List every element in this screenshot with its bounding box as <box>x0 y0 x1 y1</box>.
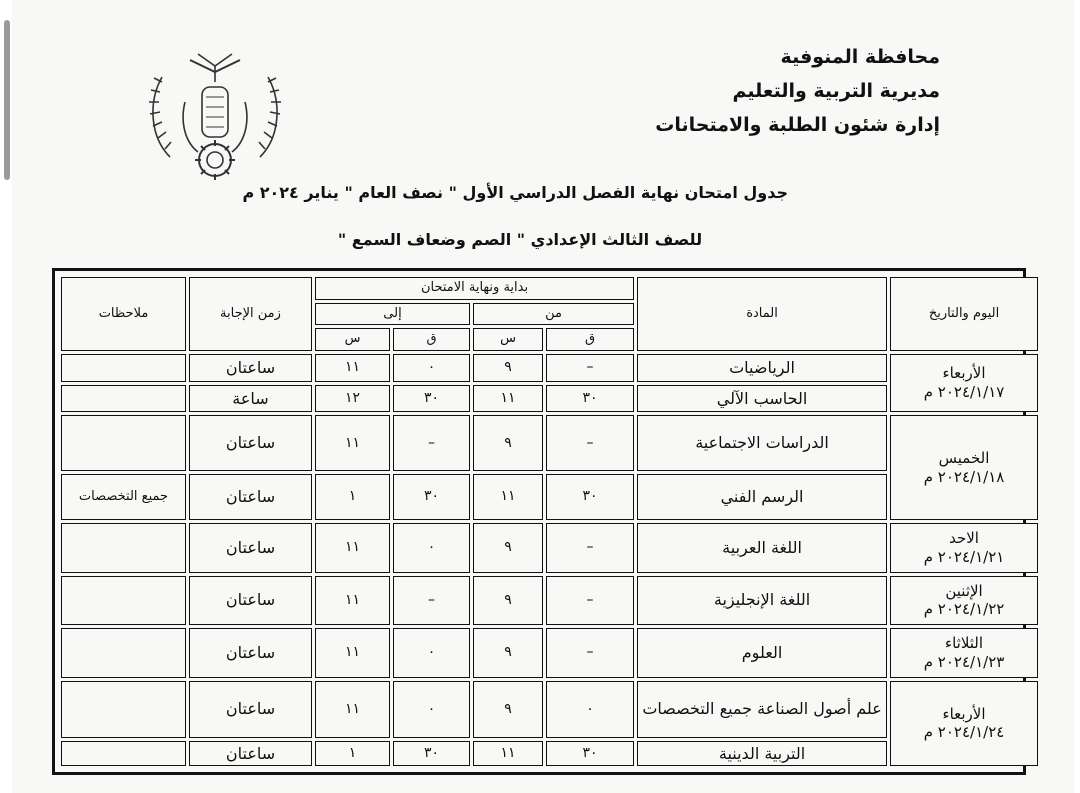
department-name: إدارة شئون الطلبة والامتحانات <box>655 114 940 136</box>
from-minute: – <box>546 415 634 471</box>
to-minute: ٠ <box>393 681 470 739</box>
exam-date: ٢٠٢٤/١/٢٢ م <box>923 600 1005 619</box>
header-to-minute: ق <box>393 328 470 351</box>
day-name: الأربعاء <box>942 364 986 383</box>
subject-cell: الرياضيات <box>637 354 887 382</box>
from-minute: – <box>546 354 634 382</box>
table-row <box>61 415 1038 471</box>
day-cell <box>890 576 1038 625</box>
day-name: الأربعاء <box>942 704 986 723</box>
from-hour: ٩ <box>473 354 543 382</box>
notes-cell: جميع التخصصات <box>61 474 186 520</box>
notes-cell <box>61 354 186 382</box>
to-hour: ١ <box>315 741 390 766</box>
header-from-minute: ق <box>546 328 634 351</box>
notes-cell <box>61 628 186 677</box>
notes-cell <box>61 576 186 625</box>
to-minute: ٠ <box>393 628 470 677</box>
exam-table-frame <box>52 268 1026 775</box>
to-hour: ١٢ <box>315 385 390 413</box>
to-hour: ١ <box>315 474 390 520</box>
from-hour: ١١ <box>473 385 543 413</box>
to-hour: ١١ <box>315 354 390 382</box>
from-minute: ٠ <box>546 681 634 739</box>
duration-cell: ساعتان <box>189 741 312 766</box>
day-name: الإثنين <box>945 581 983 600</box>
exam-date: ٢٠٢٤/١/١٨ م <box>923 467 1005 486</box>
subject-cell: علم أصول الصناعة جميع التخصصات <box>637 681 887 739</box>
directorate-name: مديرية التربية والتعليم <box>732 80 940 102</box>
duration-cell: ساعتان <box>189 628 312 677</box>
duration-cell: ساعتان <box>189 354 312 382</box>
header-duration: زمن الإجابة <box>189 277 312 351</box>
from-hour: ٩ <box>473 523 543 572</box>
header-day-date: اليوم والتاريخ <box>890 277 1038 351</box>
to-hour: ١١ <box>315 523 390 572</box>
header-to-hour: س <box>315 328 390 351</box>
to-minute: ٣٠ <box>393 385 470 413</box>
to-minute: – <box>393 576 470 625</box>
exam-date: ٢٠٢٤/١/٢٣ م <box>923 652 1005 671</box>
duration-cell: ساعة <box>189 385 312 413</box>
subject-cell: الرسم الفني <box>637 474 887 520</box>
day-name: الخميس <box>938 449 990 468</box>
header-notes: ملاحظات <box>61 277 186 351</box>
day-cell <box>890 681 1038 766</box>
subject-cell: اللغة العربية <box>637 523 887 572</box>
from-minute: ٣٠ <box>546 474 634 520</box>
subject-cell: العلوم <box>637 628 887 677</box>
from-hour: ١١ <box>473 741 543 766</box>
duration-cell: ساعتان <box>189 474 312 520</box>
notes-cell <box>61 385 186 413</box>
schedule-subtitle: للصف الثالث الإعدادي " الصم وضعاف السمع " <box>337 230 703 249</box>
from-hour: ٩ <box>473 576 543 625</box>
from-hour: ٩ <box>473 628 543 677</box>
emblem-icon <box>140 42 290 182</box>
from-minute: ٣٠ <box>546 741 634 766</box>
duration-cell: ساعتان <box>189 576 312 625</box>
table-row <box>61 576 1038 625</box>
to-minute: ٠ <box>393 354 470 382</box>
day-cell <box>890 628 1038 677</box>
notes-cell <box>61 741 186 766</box>
table-row <box>61 628 1038 677</box>
table-row <box>61 681 1038 739</box>
subject-cell: الحاسب الآلي <box>637 385 887 413</box>
to-minute: – <box>393 415 470 471</box>
table-row <box>61 354 1038 382</box>
day-cell <box>890 354 1038 413</box>
from-minute: – <box>546 628 634 677</box>
from-minute: ٣٠ <box>546 385 634 413</box>
header-from-hour: س <box>473 328 543 351</box>
to-hour: ١١ <box>315 628 390 677</box>
to-minute: ٠ <box>393 523 470 572</box>
governorate-name: محافظة المنوفية <box>780 46 940 68</box>
day-cell <box>890 523 1038 572</box>
header-to: إلى <box>315 303 470 326</box>
to-minute: ٣٠ <box>393 741 470 766</box>
duration-cell: ساعتان <box>189 523 312 572</box>
notes-cell <box>61 415 186 471</box>
day-name: الاحد <box>949 529 979 548</box>
to-hour: ١١ <box>315 576 390 625</box>
duration-cell: ساعتان <box>189 681 312 739</box>
to-minute: ٣٠ <box>393 474 470 520</box>
from-minute: – <box>546 523 634 572</box>
schedule-title: جدول امتحان نهاية الفصل الدراسي الأول " نصف العام " يناير ٢٠٢٤ م <box>242 183 788 202</box>
from-minute: – <box>546 576 634 625</box>
subject-cell: التربية الدينية <box>637 741 887 766</box>
exam-date: ٢٠٢٤/١/١٧ م <box>923 383 1005 402</box>
subject-cell: الدراسات الاجتماعية <box>637 415 887 471</box>
letterhead <box>655 40 940 142</box>
notes-cell <box>61 523 186 572</box>
notes-cell <box>61 681 186 739</box>
exam-table <box>58 274 1041 769</box>
scroll-thumb[interactable] <box>4 20 10 180</box>
header-from: من <box>473 303 634 326</box>
to-hour: ١١ <box>315 681 390 739</box>
day-cell <box>890 415 1038 520</box>
duration-cell: ساعتان <box>189 415 312 471</box>
header-subject: المادة <box>637 277 887 351</box>
from-hour: ٩ <box>473 415 543 471</box>
day-name: الثلاثاء <box>945 634 984 653</box>
header-start-end: بداية ونهاية الامتحان <box>315 277 634 300</box>
table-row <box>61 523 1038 572</box>
to-hour: ١١ <box>315 415 390 471</box>
from-hour: ١١ <box>473 474 543 520</box>
from-hour: ٩ <box>473 681 543 739</box>
exam-date: ٢٠٢٤/١/٢٤ م <box>923 723 1005 742</box>
exam-date: ٢٠٢٤/١/٢١ م <box>923 548 1005 567</box>
subject-cell: اللغة الإنجليزية <box>637 576 887 625</box>
